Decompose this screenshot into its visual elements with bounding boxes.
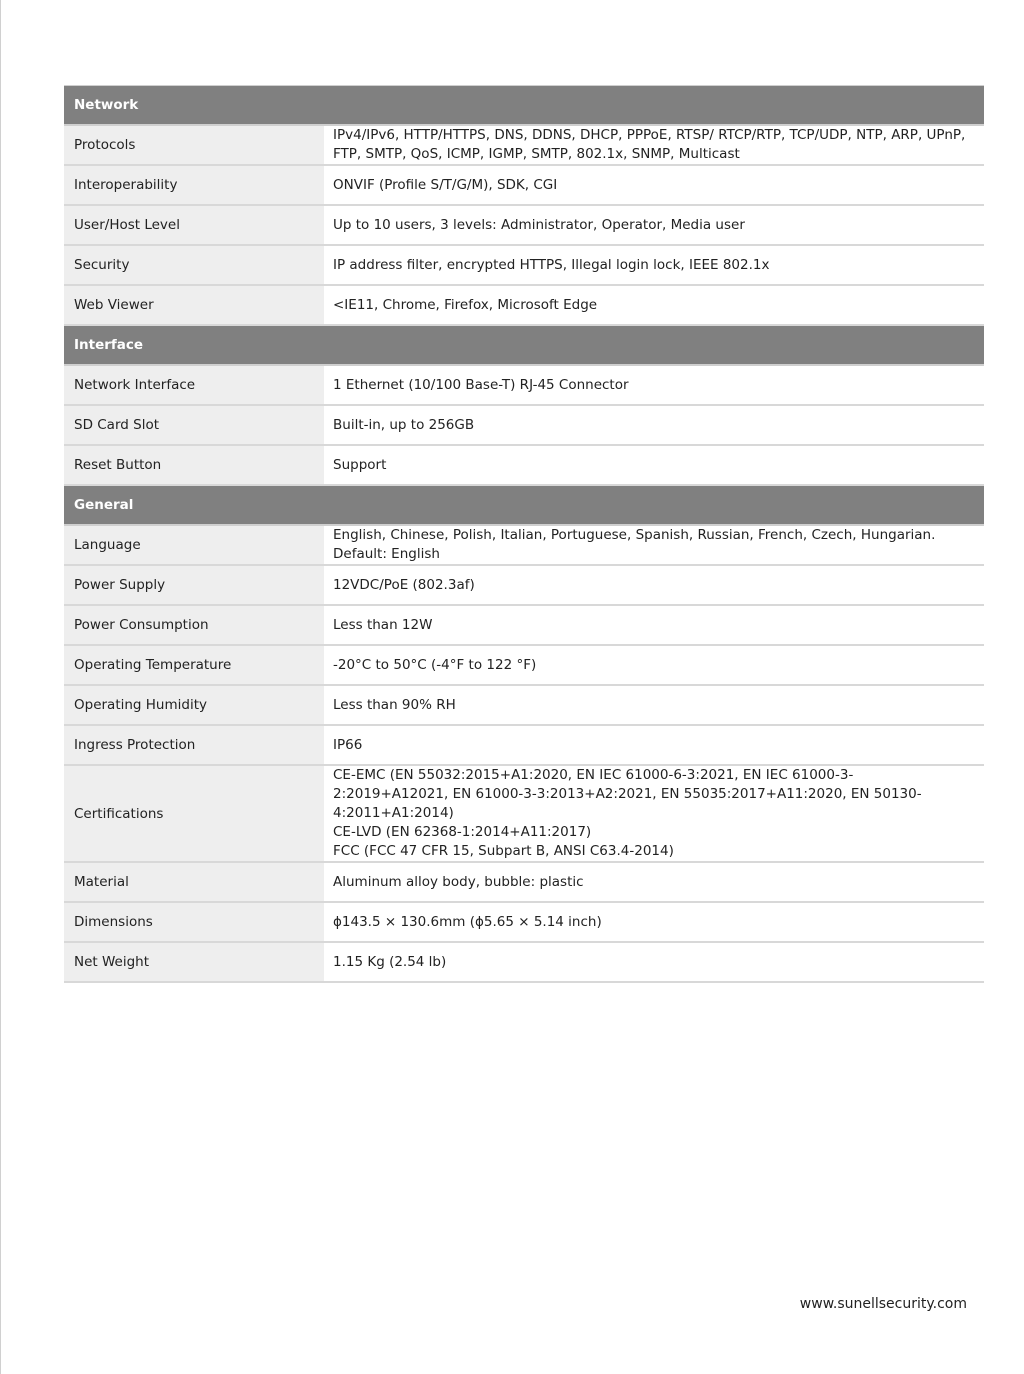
table-row	[64, 943, 984, 983]
row-value: 1 Ethernet (10/100 Base-T) RJ-45 Connector	[333, 376, 629, 393]
section-header-network: Network	[64, 86, 984, 126]
row-label: Material	[64, 863, 324, 901]
table-row	[64, 166, 984, 206]
table-row	[64, 606, 984, 646]
table-row	[64, 566, 984, 606]
row-value: IPv4/IPv6, HTTP/HTTPS, DNS, DDNS, DHCP, PPPoE, RTSP/ RTCP/RTP, TCP/UDP, NTP, ARP, UPnP, FTP, SMTP, QoS, ICMP, IGMP, SMTP, 802.1x, SNMP, Multicast	[333, 127, 966, 162]
page-edge-line	[0, 0, 1, 1374]
section-header-general: General	[64, 486, 984, 526]
table-row	[64, 686, 984, 726]
table-row	[64, 863, 984, 903]
row-value: Less than 90% RH	[333, 696, 456, 713]
row-value: 12VDC/PoE (802.3af)	[333, 576, 475, 593]
table-row	[64, 446, 984, 486]
row-value: English, Chinese, Polish, Italian, Portuguese, Spanish, Russian, French, Czech, Hungarian. Default: English	[333, 527, 936, 562]
row-label: Power Consumption	[64, 606, 324, 644]
row-label: Language	[64, 526, 324, 564]
row-label: SD Card Slot	[64, 406, 324, 444]
row-value: ONVIF (Profile S/T/G/M), SDK, CGI	[333, 176, 558, 193]
table-row	[64, 903, 984, 943]
row-label: Ingress Protection	[64, 726, 324, 764]
row-label: Operating Temperature	[64, 646, 324, 684]
row-label: Protocols	[64, 126, 324, 164]
row-label: Certifications	[64, 766, 324, 861]
table-row	[64, 206, 984, 246]
row-value: ϕ143.5 × 130.6mm (ϕ5.65 × 5.14 inch)	[333, 913, 602, 930]
table-row	[64, 126, 984, 166]
table-row	[64, 646, 984, 686]
row-value: Built-in, up to 256GB	[333, 416, 475, 433]
row-value: IP address filter, encrypted HTTPS, Illegal login lock, IEEE 802.1x	[333, 256, 770, 273]
row-label: Interoperability	[64, 166, 324, 204]
row-label: Reset Button	[64, 446, 324, 484]
spec-table	[64, 85, 984, 983]
row-label: Dimensions	[64, 903, 324, 941]
section-header-interface: Interface	[64, 326, 984, 366]
row-value: Aluminum alloy body, bubble: plastic	[333, 873, 584, 890]
table-row	[64, 366, 984, 406]
row-value: Less than 12W	[333, 616, 433, 633]
row-value: -20°C to 50°C (-4°F to 122 °F)	[333, 656, 537, 673]
row-label: User/Host Level	[64, 206, 324, 244]
row-label: Operating Humidity	[64, 686, 324, 724]
row-value: 1.15 Kg (2.54 lb)	[333, 953, 447, 970]
table-row	[64, 526, 984, 566]
row-value: IP66	[333, 736, 363, 753]
row-label: Network Interface	[64, 366, 324, 404]
table-row	[64, 406, 984, 446]
row-label: Net Weight	[64, 943, 324, 981]
table-row	[64, 286, 984, 326]
table-row	[64, 726, 984, 766]
table-row	[64, 246, 984, 286]
row-value: Support	[333, 456, 387, 473]
row-value: Up to 10 users, 3 levels: Administrator, Operator, Media user	[333, 216, 745, 233]
row-value: <IE11, Chrome, Firefox, Microsoft Edge	[333, 296, 598, 313]
table-row	[64, 766, 984, 863]
row-value: CE-EMC (EN 55032:2015+A1:2020, EN IEC 61000-6-3:2021, EN IEC 61000-3-2:2019+A12021, EN 61000-3-3:2013+A2:2021, EN 55035:2017+A11:2020, EN 50130-4:2011+A1:2014) CE-LVD (EN 62368-1:2014+A11:2017) FCC (FCC 47 CFR 15, Subpart B, ANSI C63.4-2014)	[333, 767, 922, 859]
row-label: Security	[64, 246, 324, 284]
row-label: Web Viewer	[64, 286, 324, 324]
row-label: Power Supply	[64, 566, 324, 604]
footer-website-url: www.sunellsecurity.com	[799, 1296, 967, 1312]
